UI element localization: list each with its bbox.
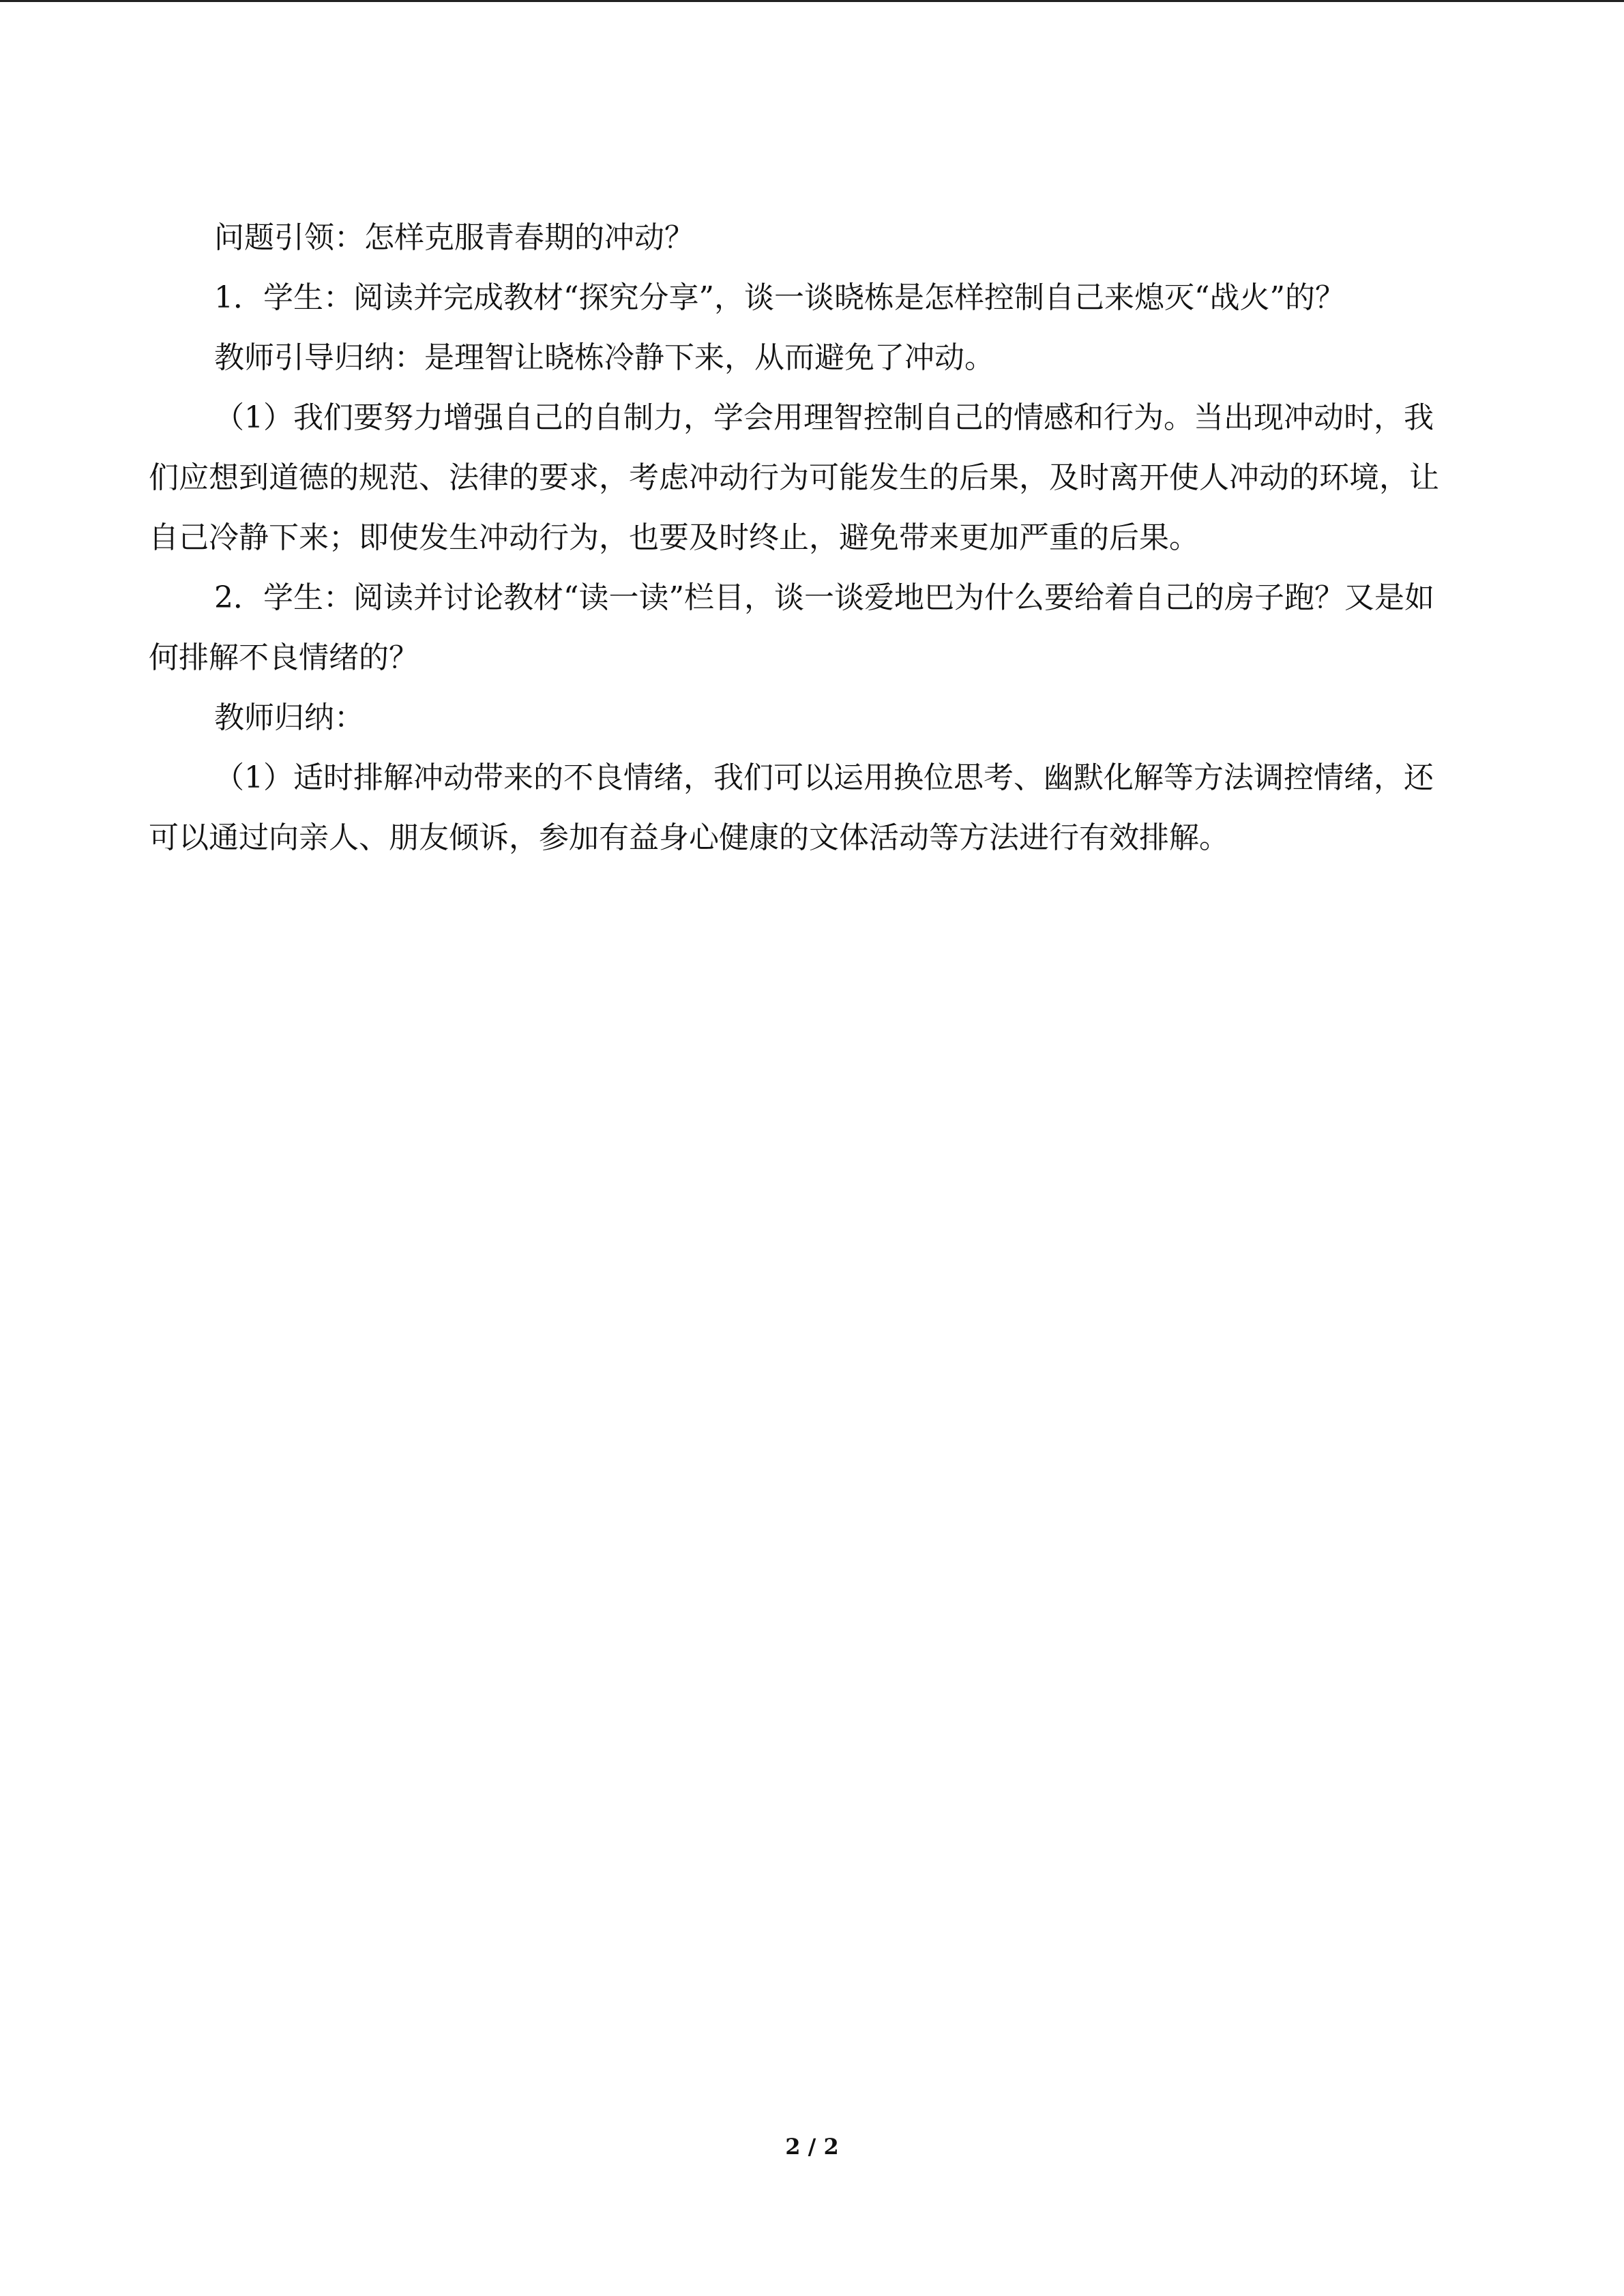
document-body (149, 208, 1462, 868)
page-top-border (0, 0, 1624, 2)
summary-point-1: （1）我们要努力增强自己的自制力，学会用理智控制自己的情感和行为。当出现冲动时，我们应想到道德的规范、法律的要求，考虑冲动行为可能发生的后果，及时离开使人冲动的环境，让自己冷静下来；即使发生冲动行为，也要及时终止，避免带来更加严重的后果。 (149, 400, 1439, 555)
student-task-2: 2．学生：阅读并讨论教材“读一读”栏目，谈一谈爱地巴为什么要给着自己的房子跑？又是如何排解不良情绪的？ (149, 580, 1434, 675)
teacher-summary-1: 教师引导归纳：是理智让晓栋冷静下来，从而避免了冲动。 (214, 340, 994, 375)
question-lead: 问题引领：怎样克服青春期的冲动？ (214, 220, 694, 255)
teacher-summary-2: 教师归纳： (214, 700, 364, 735)
student-task-1: 1．学生：阅读并完成教材“探究分享”，谈一谈晓栋是怎样控制自己来熄灭“战火”的？ (214, 280, 1345, 315)
summary-point-2: （1）适时排解冲动带来的不良情绪，我们可以运用换位思考、幽默化解等方法调控情绪，还可以通过向亲人、朋友倾诉，参加有益身心健康的文体活动等方法进行有效排解。 (149, 760, 1434, 855)
page-number: 2 / 2 (785, 2134, 839, 2160)
